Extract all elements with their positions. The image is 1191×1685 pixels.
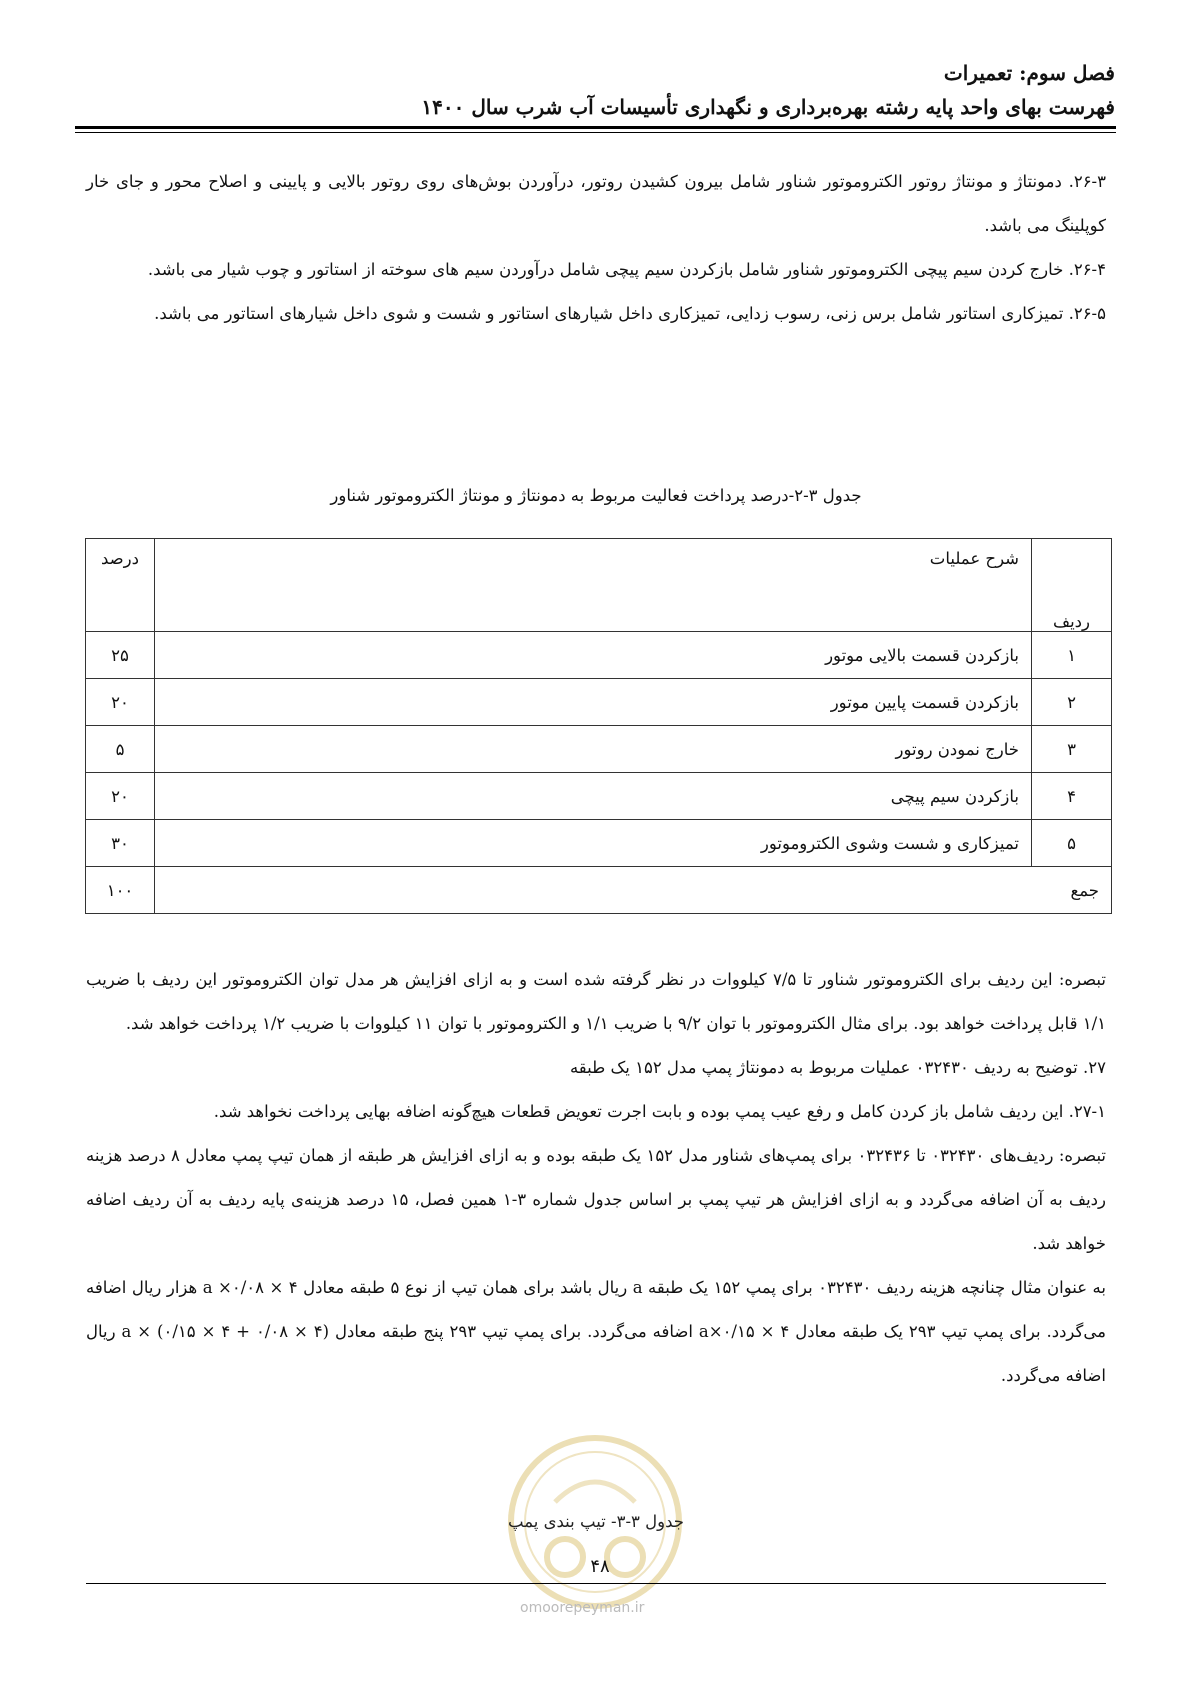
watermark-website: omoorepeyman.ir xyxy=(520,1600,645,1616)
table-caption-2: جدول ۳-۳- تیپ بندی پمپ xyxy=(508,1512,684,1531)
row-pct: ۲۵ xyxy=(86,632,155,679)
row-radif: ۲ xyxy=(1032,679,1112,726)
note-27-1: ۲۷-۱. این ردیف شامل باز کردن کامل و رفع عیب پمپ بوده و بابت اجرت تعویض قطعات هیچ‌گونه اضافه بهایی پرداخت نخواهد شد. xyxy=(213,1102,1106,1121)
table-row xyxy=(86,726,1112,773)
notes-section xyxy=(86,958,1106,1398)
table-row xyxy=(86,679,1112,726)
note-stages: تبصره: ردیف‌های ۰۳۲۴۳۰ تا ۰۳۲۴۳۶ برای پمپ‌های شناور مدل ۱۵۲ یک طبقه بوده و به ازای افزایش هر طبقه از همان تیپ پمپ معادل ۸ درصد هزینه ردیف به آن اضافه می‌گردد و به ازای افزایش هر تیپ پمپ بر اساس جدول شماره ۳-۱ همین فصل، ۱۵ درصد هزینه‌ی پایه ردیف به آن ردیف اضافه خواهد شد. xyxy=(86,1146,1107,1253)
row-radif: ۴ xyxy=(1032,773,1112,820)
header-rule-thick xyxy=(75,126,1116,129)
header-pct-label: درصد xyxy=(101,549,139,568)
table-row xyxy=(86,820,1112,867)
total-label: جمع xyxy=(155,867,1112,914)
note-example: به عنوان مثال چنانچه هزینه ردیف ۰۳۲۴۳۰ برای پمپ ۱۵۲ یک طبقه a ریال باشد برای همان تیپ از نوع ۵ طبقه معادل ۴ × ۰/۰۸× a هزار ریال اضافه می‌گردد. برای پمپ تیپ ۲۹۳ یک طبقه معادل ۴ × a×۰/۱۵ اضافه می‌گردد. برای پمپ تیپ ۲۹۳ پنج طبقه معادل (۴ × ۰/۰۸ + ۴ × ۰/۱۵) × a ریال اضافه می‌گردد. xyxy=(86,1278,1106,1385)
row-desc: بازکردن سیم پیچی xyxy=(155,773,1032,820)
page-header xyxy=(75,56,1115,124)
table-total-row xyxy=(86,867,1112,914)
top-paragraphs xyxy=(86,160,1106,336)
row-pct: ۲۰ xyxy=(86,679,155,726)
row-desc: تمیزکاری و شست وشوی الکتروموتور xyxy=(155,820,1032,867)
header-pct xyxy=(86,539,155,632)
row-radif: ۳ xyxy=(1032,726,1112,773)
document-subtitle: فهرست بهای واحد پایه رشته بهره‌برداری و نگهداری تأسیسات آب شرب سال ۱۴۰۰ xyxy=(421,95,1115,119)
header-desc xyxy=(155,539,1032,632)
operations-table xyxy=(85,538,1112,914)
table-caption: جدول ۳-۲-درصد پرداخت فعالیت مربوط به دمونتاژ و مونتاژ الکتروموتور شناور xyxy=(330,486,862,505)
row-pct: ۵ xyxy=(86,726,155,773)
paragraph-26-3: ۲۶-۳. دمونتاژ و مونتاژ روتور الکتروموتور شناور شامل بیرون کشیدن روتور، درآوردن بوش‌های روی روتور بالایی و پایینی و اصلاح محور و جای خار کوپلینگ می باشد. xyxy=(86,172,1106,235)
page-number: ۴۸ xyxy=(590,1556,610,1577)
row-pct: ۳۰ xyxy=(86,820,155,867)
note-power: تبصره: این ردیف برای الکتروموتور شناور تا ۷/۵ کیلووات در نظر گرفته شده است و به ازای افزایش هر مدل توان الکتروموتور این ردیف با ضریب ۱/۱ قابل پرداخت خواهد بود. برای مثال الکتروموتور با توان ۹/۲ با ضریب ۱/۱ و الکتروموتور با توان ۱۱ کیلووات با ضریب ۱/۲ پرداخت خواهد شد. xyxy=(86,970,1107,1033)
row-pct: ۲۰ xyxy=(86,773,155,820)
table-row xyxy=(86,632,1112,679)
table-header-row xyxy=(86,539,1112,632)
row-desc: بازکردن قسمت پایین موتور xyxy=(155,679,1032,726)
row-desc: خارج نمودن روتور xyxy=(155,726,1032,773)
paragraph-26-4: ۲۶-۴. خارج کردن سیم پیچی الکتروموتور شناور شامل بازکردن سیم پیچی شامل درآوردن سیم های سوخته از استاتور و چوب شیار می باشد. xyxy=(147,260,1106,279)
chapter-title: فصل سوم: تعمیرات xyxy=(943,61,1115,85)
footer-rule xyxy=(86,1583,1106,1584)
row-desc: بازکردن قسمت بالایی موتور xyxy=(155,632,1032,679)
header-desc-label: شرح عملیات xyxy=(929,549,1019,568)
table-row xyxy=(86,773,1112,820)
row-radif: ۵ xyxy=(1032,820,1112,867)
row-radif: ۱ xyxy=(1032,632,1112,679)
paragraph-26-5: ۲۶-۵. تمیزکاری استاتور شامل برس زنی، رسوب زدایی، تمیزکاری داخل شیارهای استاتور و شست و شوی داخل شیارهای استاتور می باشد. xyxy=(154,304,1106,323)
total-value: ۱۰۰ xyxy=(86,867,155,914)
note-27: ۲۷. توضیح به ردیف ۰۳۲۴۳۰ عملیات مربوط به دمونتاژ پمپ مدل ۱۵۲ یک طبقه xyxy=(569,1058,1106,1077)
header-rule-thin xyxy=(75,132,1116,133)
header-radif: ردیف xyxy=(1032,539,1112,632)
